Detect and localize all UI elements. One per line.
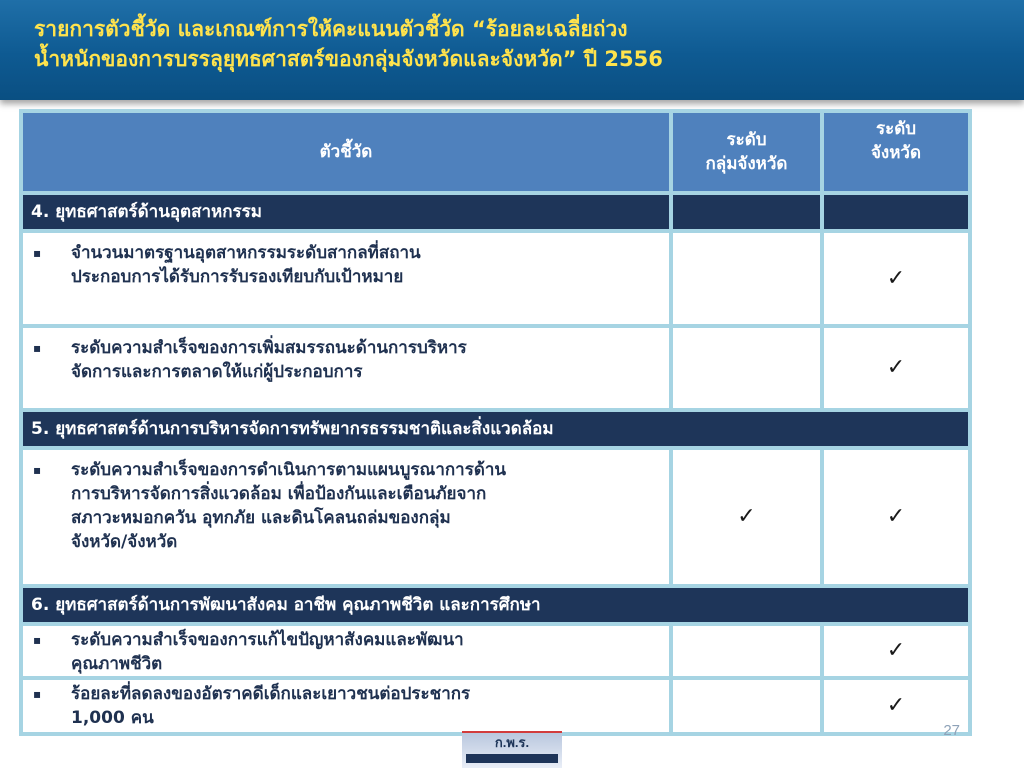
indicator-text-line: จังหวัด/จังหวัด <box>71 532 178 552</box>
header-province-level <box>822 111 970 193</box>
section-row <box>21 586 970 624</box>
section-empty-cell <box>822 193 970 231</box>
header-indicator <box>21 111 671 193</box>
indicator-text-line: ระดับความสำเร็จของการแก้ไขปัญหาสังคมและพัฒนา <box>71 630 464 650</box>
bullet-icon: ▪ <box>33 633 42 647</box>
indicator-text-line: คุณภาพชีวิต <box>71 654 163 674</box>
province-level-check-icon: ✓ <box>822 231 970 326</box>
table-header-row <box>21 111 970 193</box>
group-level-check <box>671 326 822 410</box>
indicator-text-line: 1,000 คน <box>71 708 154 728</box>
indicator-text-line: สภาวะหมอกควัน อุทกภัย และดินโคลนถล่มของกลุ่ม <box>71 508 451 528</box>
province-level-check-icon: ✓ <box>822 448 970 586</box>
title-bar <box>0 0 1024 100</box>
bullet-icon: ▪ <box>33 463 42 477</box>
table-row <box>21 448 970 586</box>
province-level-check-icon: ✓ <box>822 326 970 410</box>
bullet-icon: ▪ <box>33 246 42 260</box>
header-indicator-label: ตัวชี้วัด <box>319 142 373 162</box>
header-province-level-line-1: ระดับ <box>875 119 917 139</box>
indicator-text-line: การบริหารจัดการสิ่งแวดล้อม เพื่อป้องกันและเตือนภัยจาก <box>71 484 487 504</box>
group-level-check-icon: ✓ <box>671 448 822 586</box>
indicator-cell <box>21 231 671 326</box>
opdc-logo <box>462 731 562 768</box>
header-group-level-line-1: ระดับ <box>726 130 767 150</box>
table-row <box>21 624 970 678</box>
header-group-level <box>671 111 822 193</box>
indicator-cell <box>21 326 671 410</box>
group-level-check <box>671 624 822 678</box>
indicator-text-line: ระดับความสำเร็จของการเพิ่มสมรรถนะด้านการบริหาร <box>71 338 467 358</box>
indicator-cell <box>21 448 671 586</box>
indicator-text-line: จัดการและการตลาดให้แก่ผู้ประกอบการ <box>71 362 363 382</box>
section-title: 4. ยุทธศาสตร์ด้านอุตสาหกรรม <box>21 193 671 231</box>
indicator-cell <box>21 624 671 678</box>
table-row <box>21 231 970 326</box>
section-row <box>21 193 970 231</box>
indicator-text-line: จำนวนมาตรฐานอุตสาหกรรมระดับสากลที่สถาน <box>71 243 421 263</box>
page-number: 27 <box>943 722 960 739</box>
province-level-check-icon: ✓ <box>822 624 970 678</box>
slide-title-line-1: รายการตัวชี้วัด และเกณฑ์การให้คะแนนตัวชี้วัด “ร้อยละเฉลี่ยถ่วง <box>34 17 628 41</box>
section-empty-cell <box>671 193 822 231</box>
header-group-level-line-2: กลุ่มจังหวัด <box>705 154 788 174</box>
bullet-icon: ▪ <box>33 687 42 701</box>
logo-subtitle-bar <box>466 754 558 763</box>
section-row <box>21 410 970 448</box>
indicator-text-line: ประกอบการได้รับการรับรองเทียบกับเป้าหมาย <box>71 267 404 287</box>
indicator-text-line: ร้อยละที่ลดลงของอัตราคดีเด็กและเยาวชนต่อประชากร <box>71 684 471 704</box>
section-title: 5. ยุทธศาสตร์ด้านการบริหารจัดการทรัพยากรธรรมชาติและสิ่งแวดล้อม <box>21 410 970 448</box>
table-row <box>21 326 970 410</box>
indicator-cell <box>21 678 671 734</box>
indicator-text-line: ระดับความสำเร็จของการดำเนินการตามแผนบูรณาการด้าน <box>71 460 507 480</box>
section-title: 6. ยุทธศาสตร์ด้านการพัฒนาสังคม อาชีพ คุณภาพชีวิต และการศึกษา <box>21 586 970 624</box>
group-level-check <box>671 678 822 734</box>
slide-title-line-2: น้ำหนักของการบรรลุยุทธศาสตร์ของกลุ่มจังหวัดและจังหวัด” ปี 2556 <box>34 47 663 71</box>
group-level-check <box>671 231 822 326</box>
table-row <box>21 678 970 734</box>
indicator-table <box>19 109 972 736</box>
bullet-icon: ▪ <box>33 341 42 355</box>
logo-text: ก.พ.ร. <box>494 735 530 750</box>
header-province-level-line-2: จังหวัด <box>870 143 922 163</box>
province-level-check-icon: ✓ <box>822 678 970 734</box>
